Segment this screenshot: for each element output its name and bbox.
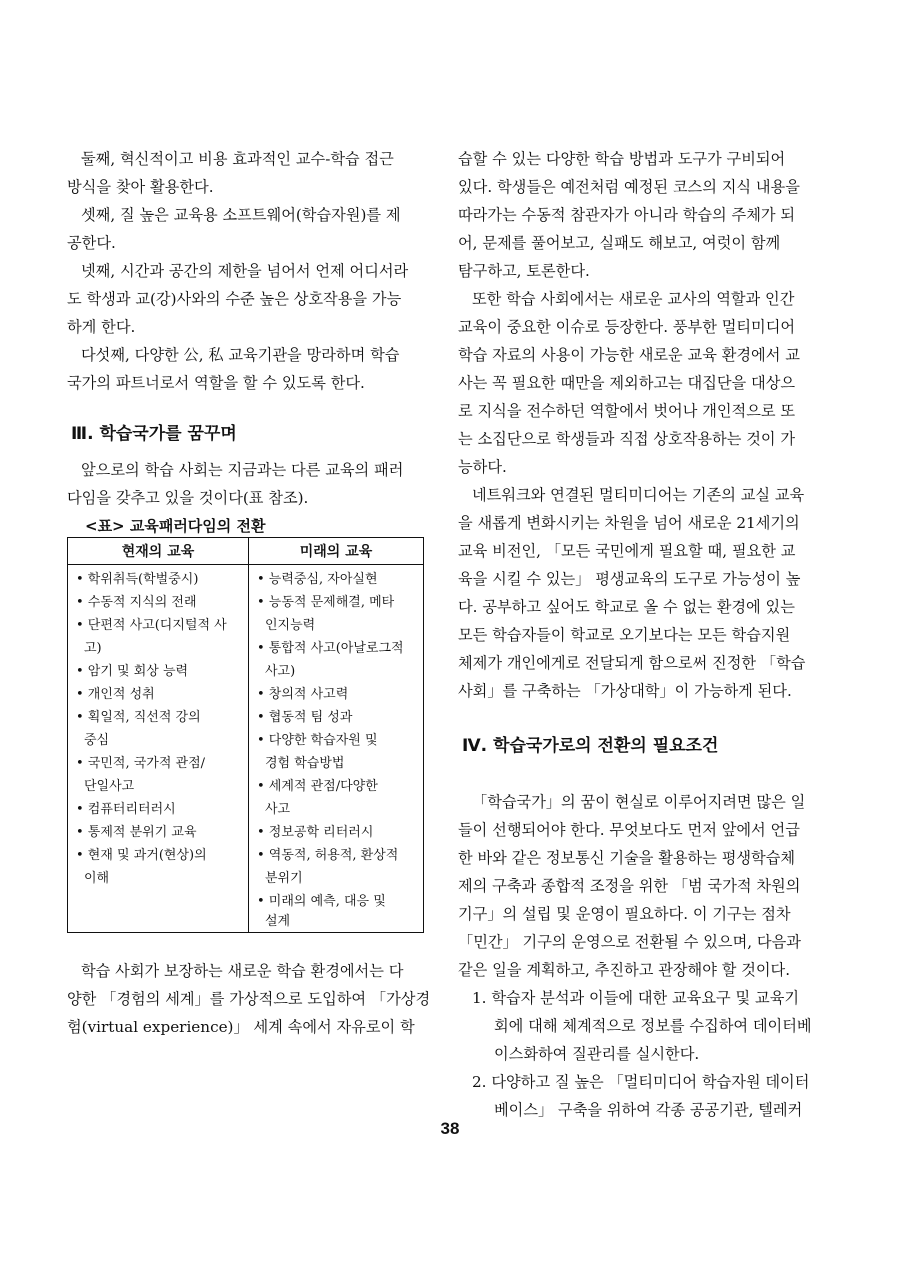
table-cell: • 통합적 사고(아날로그적 [257,641,404,656]
text-line: 험(virtual experience)」 세계 속에서 자유로이 학 [67,1018,415,1036]
text-line: 셋째, 질 높은 교육용 소프트웨어(학습자원)를 제 [81,206,401,224]
table-cell: 분위기 [265,871,303,886]
text-line: 있다. 학생들은 예전처럼 예정된 코스의 지식 내용을 [458,178,800,196]
text-line: 또한 학습 사회에서는 새로운 교사의 역할과 인간 [472,290,795,308]
text-line: 「민간」 기구의 운영으로 전환될 수 있으며, 다음과 [458,933,801,951]
text-line: 는 소집단으로 학생들과 직접 상호작용하는 것이 가 [458,430,796,448]
text-line: 사회」를 구축하는 「가상대학」이 가능하게 된다. [458,682,792,700]
text-line: 사는 꼭 필요한 때만을 제외하고는 대집단을 대상으 [458,374,796,392]
text-line: 들이 선행되어야 한다. 무엇보다도 먼저 앞에서 언급 [458,821,800,839]
text-line: 넷째, 시간과 공간의 제한을 넘어서 언제 어디서라 [81,262,409,280]
table-cell: 사고) [265,664,296,679]
table-caption: <표> 교육패러다임의 전환 [85,517,266,535]
section-heading: Ⅳ. 학습국가로의 전환의 필요조건 [462,736,719,756]
table-cell: • 학위취득(학벌중시) [76,572,199,587]
text-line: 다. 공부하고 싶어도 학교로 올 수 없는 환경에 있는 [458,598,795,616]
list-item: 베이스」 구축을 위하여 각종 공공기관, 텔레커 [494,1101,803,1119]
table-cell: • 수동적 지식의 전래 [76,595,197,610]
text-line: 둘째, 혁신적이고 비용 효과적인 교수-학습 접근 [81,150,394,168]
text-line: 교육 비전인, 「모든 국민에게 필요할 때, 필요한 교 [458,542,796,560]
text-line: 기구」의 설립 및 운영이 필요하다. 이 기구는 점차 [458,905,791,923]
text-line: 양한 「경험의 세계」를 가상적으로 도입하여 「가상경 [67,990,431,1008]
table-cell: • 단편적 사고(디지털적 사 [76,618,227,633]
text-line: 로 지식을 전수하던 역할에서 벗어나 개인적으로 또 [458,402,796,420]
text-line: 앞으로의 학습 사회는 지금과는 다른 교육의 패러 [81,461,404,479]
table-cell: • 세계적 관점/다양한 [257,779,378,794]
table-cell: 사고 [265,802,291,817]
table-cell: 고) [84,641,102,656]
table-cell: 중심 [84,733,110,748]
text-line: 한 바와 같은 정보통신 기술을 활용하는 평생학습체 [458,849,796,867]
table-cell: • 컴퓨터리터러시 [76,802,176,817]
table-cell: 이해 [84,871,110,886]
table-cell: • 정보공학 리터러시 [257,825,374,840]
table-cell: 경험 학습방법 [265,756,345,771]
table-cell: • 개인적 성취 [76,687,155,702]
table-column-divider [248,538,249,932]
paradigm-table [67,537,424,933]
table-cell: • 능력중심, 자아실현 [257,572,378,587]
table-cell: 인지능력 [265,618,316,633]
text-line: 네트워크와 연결된 멀티미디어는 기존의 교실 교육 [472,486,805,504]
text-line: 도 학생과 교(강)사와의 수준 높은 상호작용을 가능 [67,290,402,308]
list-item: 회에 대해 체계적으로 정보를 수집하여 데이터베 [494,1017,812,1035]
text-line: 방식을 찾아 활용한다. [67,178,214,196]
table-header-current: 현재의 교육 [121,544,195,560]
text-line: 학습 사회가 보장하는 새로운 학습 환경에서는 다 [81,962,404,980]
table-cell: • 다양한 학습자원 및 [257,733,378,748]
text-line: 공한다. [67,234,116,252]
table-cell: • 국민적, 국가적 관점/ [76,756,206,771]
list-item: 이스화하여 질관리를 실시한다. [494,1045,700,1063]
text-line: 다임을 갖추고 있을 것이다(표 참조). [67,489,309,507]
text-line: 하게 한다. [67,318,136,336]
table-cell: • 역동적, 허용적, 환상적 [257,848,399,863]
table-cell: • 협동적 팀 성과 [257,710,353,725]
list-item: 1. 학습자 분석과 이들에 대한 교육요구 및 교육기 [472,989,800,1007]
table-cell: • 획일적, 직선적 강의 [76,710,201,725]
table-cell: • 암기 및 회상 능력 [76,664,189,679]
table-cell: 단일사고 [84,779,135,794]
table-cell: • 능동적 문제해결, 메타 [257,595,395,610]
text-line: 모든 학습자들이 학교로 오기보다는 모든 학습지원 [458,626,791,644]
text-line: 체제가 개인에게로 전달되게 함으로써 진정한 「학습 [458,654,806,672]
text-line: 능하다. [458,458,507,476]
text-line: 국가의 파트너로서 역할을 할 수 있도록 한다. [67,374,365,392]
list-item: 2. 다양하고 질 높은 「멀티미디어 학습자원 데이터 [472,1073,810,1091]
text-line: 같은 일을 계획하고, 추진하고 관장해야 할 것이다. [458,961,791,979]
table-header-future: 미래의 교육 [299,544,373,560]
text-line: 제의 구축과 종합적 조정을 위한 「범 국가적 차원의 [458,877,801,895]
text-line: 「학습국가」의 꿈이 현실로 이루어지려면 많은 일 [472,793,806,811]
table-cell: • 미래의 예측, 대응 및 [257,894,386,909]
text-line: 따라가는 수동적 참관자가 아니라 학습의 주체가 되 [458,206,796,224]
text-line: 탐구하고, 토론한다. [458,262,590,280]
text-line: 교육이 중요한 이슈로 등장한다. 풍부한 멀티미디어 [458,318,796,336]
text-line: 다섯째, 다양한 公, 私 교육기관을 망라하며 학습 [81,346,400,364]
page-number: 38 [440,1119,460,1138]
section-heading: Ⅲ. 학습국가를 꿈꾸며 [71,424,237,444]
text-line: 어, 문제를 풀어보고, 실패도 해보고, 여럿이 함께 [458,234,781,252]
text-line: 학습 자료의 사용이 가능한 새로운 교육 환경에서 교 [458,346,800,364]
table-cell: • 현재 및 과거(현상)의 [76,848,207,863]
text-line: 습할 수 있는 다양한 학습 방법과 도구가 구비되어 [458,150,786,168]
table-cell: 설계 [265,914,291,929]
table-cell: • 창의적 사고력 [257,687,349,702]
text-line: 을 새롭게 변화시키는 차원을 넘어 새로운 21세기의 [458,514,800,532]
table-cell: • 통제적 분위기 교육 [76,825,197,840]
text-line: 육을 시킬 수 있는」 평생교육의 도구로 가능성이 높 [458,570,801,588]
table-header-divider [68,564,423,565]
